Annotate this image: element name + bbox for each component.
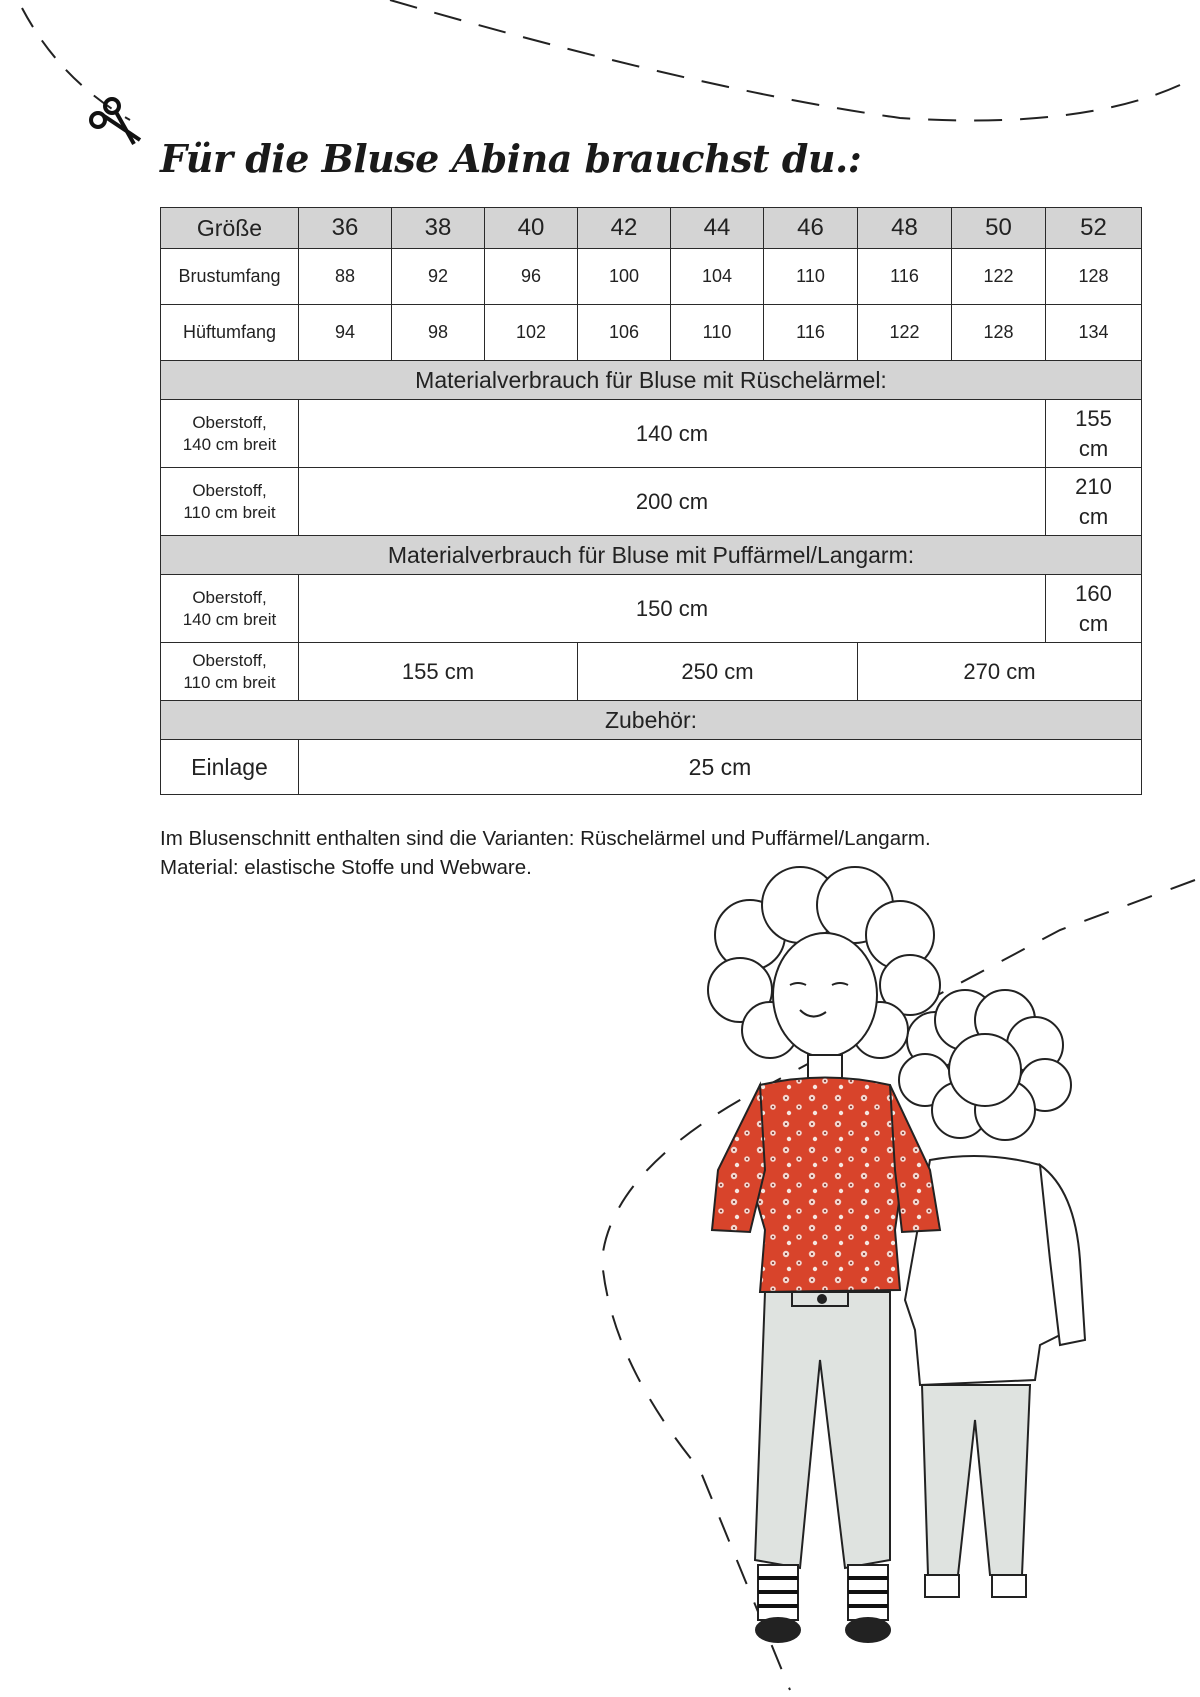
size-cell: 40	[485, 208, 578, 249]
value-cell: 110	[764, 249, 858, 305]
amount-line: 160	[1075, 580, 1112, 606]
size-cell: 48	[858, 208, 952, 249]
row-label: Hüftumfang	[161, 305, 299, 361]
value-cell: 128	[952, 305, 1046, 361]
value-cell: 106	[578, 305, 671, 361]
section-heading: Materialverbrauch für Bluse mit Rüschelärmel:	[161, 361, 1142, 400]
value-cell: 92	[392, 249, 485, 305]
material-amount: 200 cm	[299, 468, 1046, 536]
note-line: Material: elastische Stoffe und Webware.	[160, 856, 532, 879]
value-cell: 116	[858, 249, 952, 305]
value-cell: 100	[578, 249, 671, 305]
size-cell: 36	[299, 208, 392, 249]
material-amount: 150 cm	[299, 575, 1046, 643]
section-heading: Zubehör:	[161, 701, 1142, 740]
fabric-label-line: 140 cm breit	[182, 609, 277, 629]
value-cell: 122	[858, 305, 952, 361]
fabric-label-line: 140 cm breit	[182, 434, 277, 454]
value-cell: 104	[671, 249, 764, 305]
size-cell: 46	[764, 208, 858, 249]
amount-line: cm	[1078, 503, 1109, 529]
row-label: Brustumfang	[161, 249, 299, 305]
material-amount-group: 270 cm	[858, 643, 1142, 701]
value-cell: 128	[1046, 249, 1142, 305]
size-cell: 42	[578, 208, 671, 249]
fabric-label-line: Oberstoff,	[192, 650, 267, 670]
value-cell: 122	[952, 249, 1046, 305]
fabric-label-line: Oberstoff,	[192, 587, 267, 607]
size-cell: 38	[392, 208, 485, 249]
fabric-label-line: Oberstoff,	[192, 412, 267, 432]
value-cell: 102	[485, 305, 578, 361]
value-cell: 98	[392, 305, 485, 361]
front-child-figure	[708, 867, 940, 1642]
size-cell: 52	[1046, 208, 1142, 249]
value-cell: 134	[1046, 305, 1142, 361]
interfacing-label: Einlage	[161, 740, 299, 795]
material-amount-group: 155 cm	[299, 643, 578, 701]
fabric-label-line: 110 cm breit	[183, 502, 276, 522]
size-label: Größe	[161, 208, 299, 249]
amount-line: cm	[1078, 435, 1109, 461]
value-cell: 110	[671, 305, 764, 361]
value-cell: 116	[764, 305, 858, 361]
fabric-label-line: 110 cm breit	[183, 672, 276, 692]
interfacing-amount: 25 cm	[299, 740, 1142, 795]
size-cell: 50	[952, 208, 1046, 249]
back-child-figure	[899, 990, 1085, 1597]
section-heading: Materialverbrauch für Bluse mit Puffärmel/Langarm:	[161, 536, 1142, 575]
size-cell: 44	[671, 208, 764, 249]
fabric-label-line: Oberstoff,	[192, 480, 267, 500]
material-amount: 140 cm	[299, 400, 1046, 468]
value-cell: 94	[299, 305, 392, 361]
amount-line: cm	[1078, 610, 1109, 636]
amount-line: 210	[1075, 473, 1112, 499]
note-line: Im Blusenschnitt enthalten sind die Varianten: Rüschelärmel und Puffärmel/Langarm.	[160, 827, 931, 850]
page-title: Für die Bluse Abina brauchst du.:	[160, 136, 862, 181]
value-cell: 96	[485, 249, 578, 305]
amount-line: 155	[1075, 405, 1112, 431]
value-cell: 88	[299, 249, 392, 305]
material-amount-group: 250 cm	[578, 643, 858, 701]
